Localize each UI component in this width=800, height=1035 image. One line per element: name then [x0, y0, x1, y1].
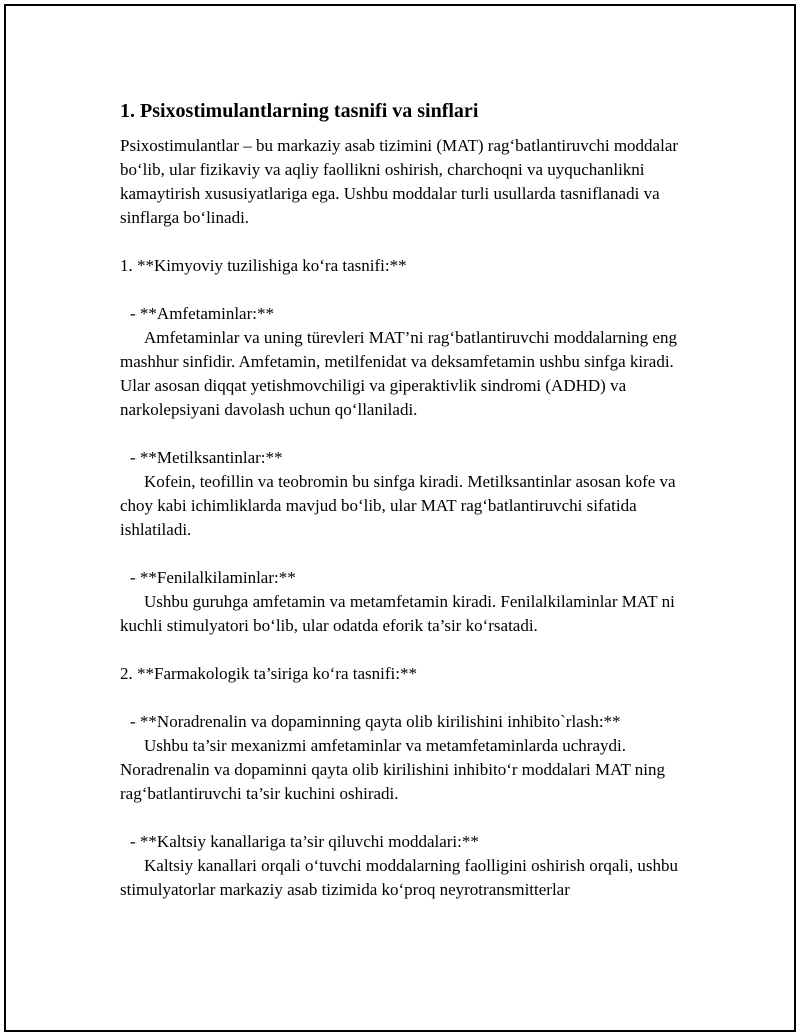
section-heading: 2. **Farmakologik ta’siriga ko‘ra tasnifi:** — [120, 664, 417, 683]
item-paragraph: Kaltsiy kanallari orqali o‘tuvchi moddalarning faolligini oshirish orqali, ushbu stimulyatorlar markaziy asab tizimida ko‘proq neyrotransmitterlar — [120, 856, 678, 899]
spacer — [120, 422, 700, 446]
item-heading: - **Amfetaminlar:** — [130, 304, 274, 323]
item-paragraph: Amfetaminlar va uning türevleri MAT’ni rag‘batlantiruvchi moddalarning eng mashhur sinfidir. Amfetamin, metilfenidat va deksamfetamin ushbu sinfga kiradi. Ular asosan diqqat yetishmovchiligi va giperaktivlik sindromi (ADHD) va narkolepsiyani davolash uchun qo‘llaniladi. — [120, 328, 677, 419]
spacer — [120, 230, 700, 254]
section-heading: 1. **Kimyoviy tuzilishiga ko‘ra tasnifi:** — [120, 256, 407, 275]
spacer — [120, 806, 700, 830]
item-paragraph: Ushbu ta’sir mexanizmi amfetaminlar va metamfetaminlarda uchraydi. Noradrenalin va dopaminni qayta olib kirilishini inhibito‘r moddalari MAT ning rag‘batlantiruvchi ta’sir kuchini oshiradi. — [120, 736, 666, 803]
item-heading: - **Kaltsiy kanallariga ta’sir qiluvchi moddalari:** — [130, 832, 479, 851]
item-heading: - **Fenilalkilaminlar:** — [130, 568, 296, 587]
spacer — [120, 686, 700, 710]
item-heading: - **Noradrenalin va dopaminning qayta olib kirilishini inhibito`rlash:** — [130, 712, 621, 731]
document-page — [4, 4, 796, 1032]
spacer — [120, 542, 700, 566]
intro-paragraph: Psixostimulantlar – bu markaziy asab tizimini (MAT) rag‘batlantiruvchi moddalar bo‘lib, ular fizikaviy va aqliy faollikni oshirish, charchoqni va uyquchanlikni kamaytirish xususiyatlariga ega. Ushbu moddalar turli usullarda tasniflanadi va sinflarga bo‘linadi. — [120, 136, 679, 227]
document-title: 1. Psixostimulantlarning tasnifi va sinflari — [120, 100, 479, 122]
item-paragraph: Ushbu guruhga amfetamin va metamfetamin kiradi. Fenilalkilaminlar MAT ni kuchli stimulyatori bo‘lib, ular odatda eforik ta’sir ko‘rsatadi. — [120, 592, 675, 635]
spacer — [120, 638, 700, 662]
item-paragraph: Kofein, teofillin va teobromin bu sinfga kiradi. Metilksantinlar asosan kofe va choy kabi ichimliklarda mavjud bo‘lib, ular MAT rag‘batlantiruvchi sifatida ishlatiladi. — [120, 472, 676, 539]
item-heading: - **Metilksantinlar:** — [130, 448, 283, 467]
spacer — [120, 278, 700, 302]
document-body — [120, 98, 700, 902]
